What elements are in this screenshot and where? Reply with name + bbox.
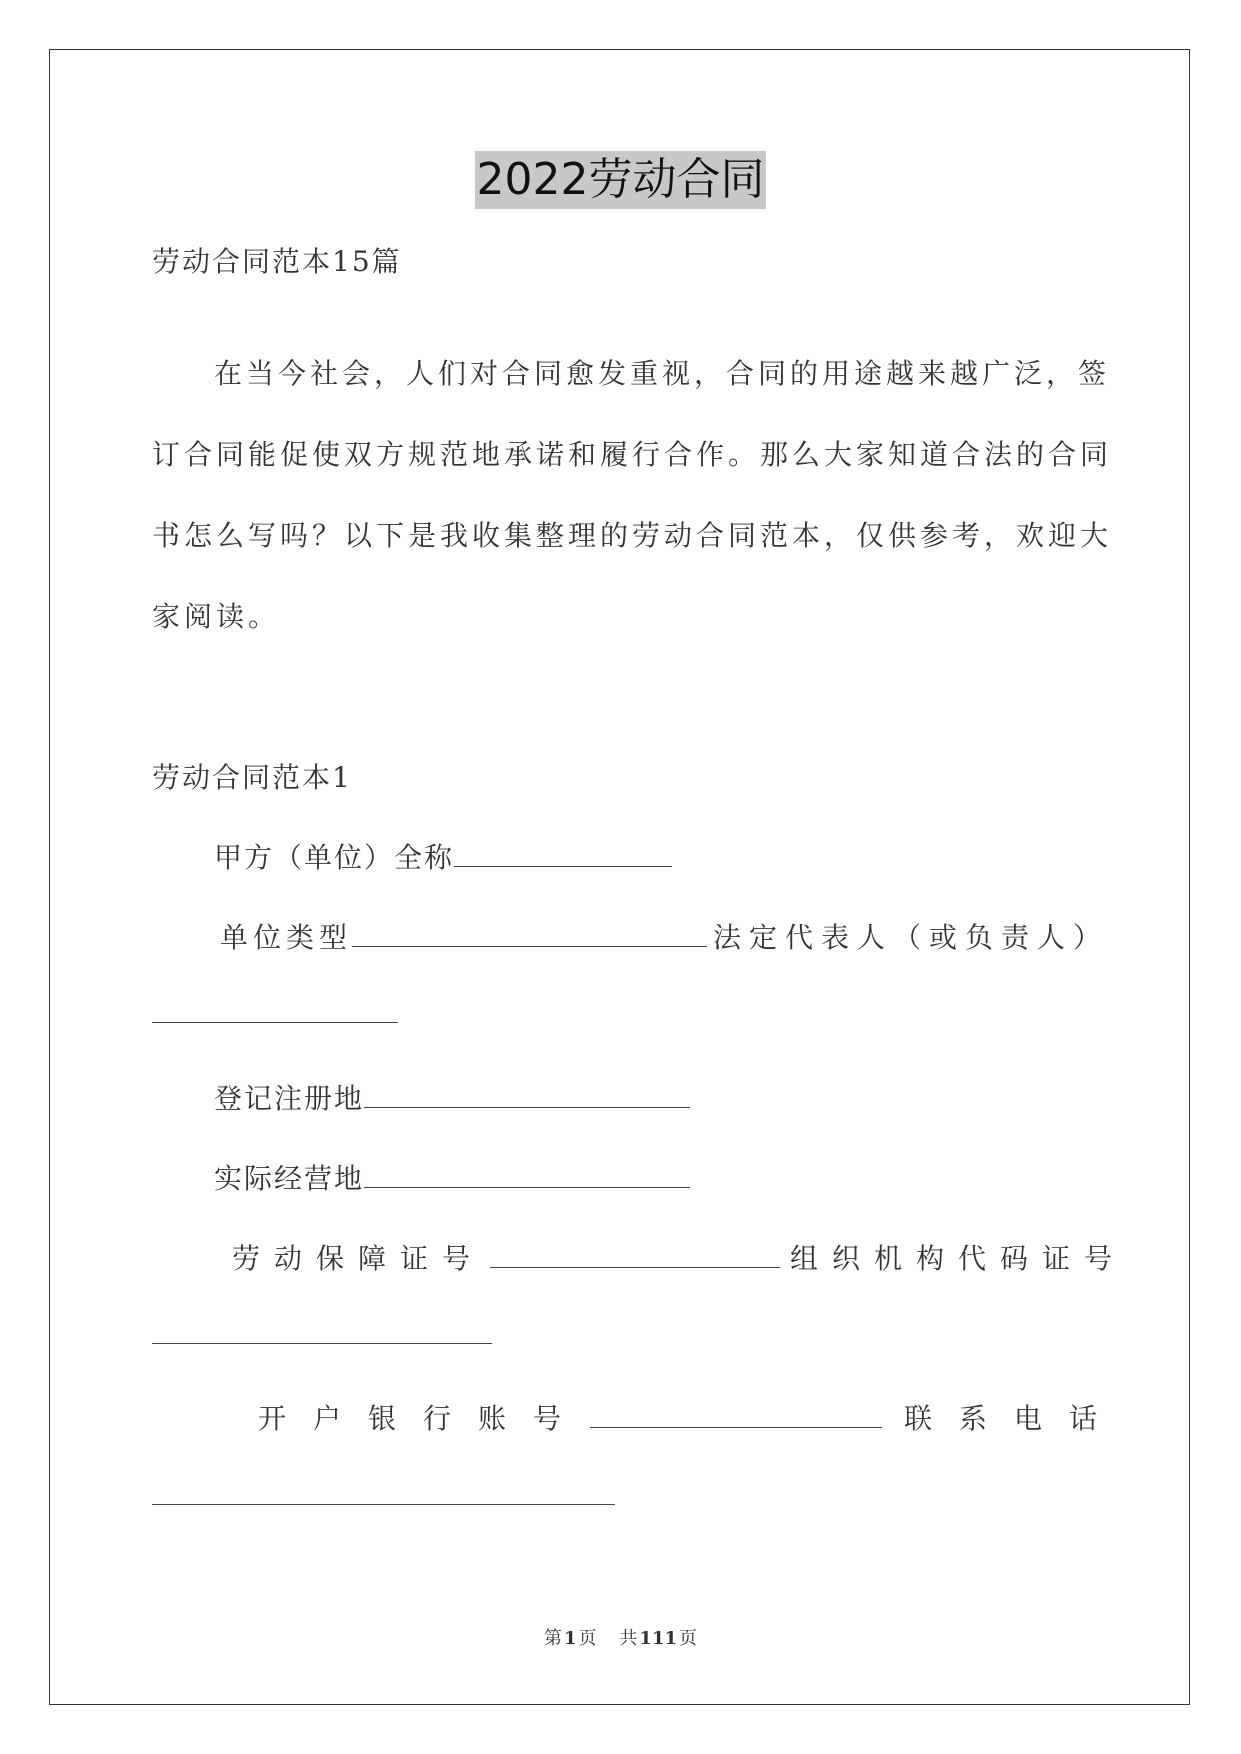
page-title: 2022劳动合同	[475, 151, 767, 209]
legal-rep-label: 法定代表人（或负责人）	[713, 921, 1110, 954]
bank-account-label: 开户银行账号	[258, 1402, 589, 1435]
bank-account-blank[interactable]	[590, 1401, 882, 1428]
unit-type-blank[interactable]	[352, 920, 707, 947]
unit-type-label: 单位类型	[220, 921, 353, 954]
party-a-blank[interactable]	[454, 840, 672, 867]
biz-place-label: 实际经营地	[214, 1162, 365, 1195]
party-a-label: 甲方（单位）全称	[214, 841, 455, 874]
page-border	[49, 49, 1190, 1705]
legal-rep-blank[interactable]	[152, 996, 398, 1023]
phone-row	[152, 1478, 615, 1512]
field-reg-place	[214, 1077, 690, 1117]
intro-line-1: 在当今社会，人们对合同愈发重视，合同的用途越来越广泛，签	[214, 357, 1111, 390]
phone-label: 联系电话	[904, 1402, 1125, 1435]
footer-total-number: 111	[639, 1628, 677, 1649]
footer-page-suffix: 页	[578, 1628, 597, 1649]
field-unit-type	[220, 916, 1109, 956]
intro-line-4: 家阅读。	[152, 600, 281, 633]
field-biz-place	[214, 1157, 690, 1197]
labor-cert-blank[interactable]	[490, 1241, 780, 1268]
legal-rep-row	[152, 996, 398, 1030]
reg-place-blank[interactable]	[364, 1081, 690, 1108]
labor-cert-label: 劳动保障证号	[232, 1242, 485, 1275]
footer-total-prefix: 共	[619, 1628, 638, 1649]
field-bank-account	[258, 1397, 1124, 1437]
footer-total-suffix: 页	[679, 1628, 697, 1649]
org-code-label: 组织机构代码证号	[790, 1242, 1127, 1275]
section-heading: 劳动合同范本1	[152, 761, 352, 794]
org-code-blank[interactable]	[152, 1317, 492, 1344]
page-footer	[0, 1624, 1241, 1650]
phone-blank[interactable]	[152, 1478, 615, 1505]
title-container	[0, 151, 1241, 209]
field-party-a	[214, 836, 672, 876]
org-code-row	[152, 1317, 492, 1351]
field-labor-cert	[232, 1237, 1126, 1277]
footer-page-number: 1	[564, 1628, 577, 1649]
subtitle: 劳动合同范本15篇	[152, 245, 402, 278]
intro-line-3: 书怎么写吗？以下是我收集整理的劳动合同范本，仅供参考，欢迎大	[152, 519, 1113, 552]
intro-line-2: 订合同能促使双方规范地承诺和履行合作。那么大家知道合法的合同	[152, 438, 1113, 471]
footer-page-prefix: 第	[544, 1628, 562, 1649]
biz-place-blank[interactable]	[364, 1161, 690, 1188]
reg-place-label: 登记注册地	[214, 1082, 365, 1115]
